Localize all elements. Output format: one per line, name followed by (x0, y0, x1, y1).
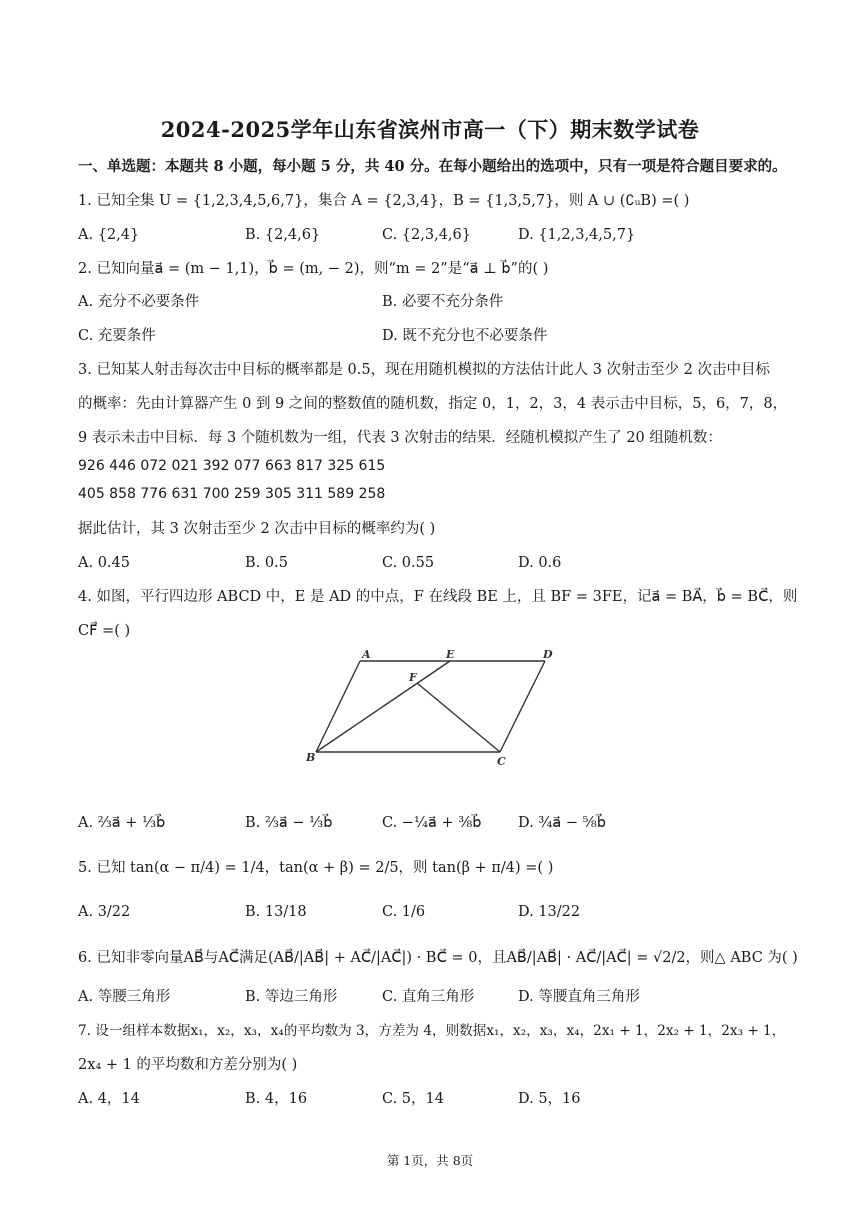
question-1-stem: 1. 已知全集 U = {1,2,3,4,5,6,7}，集合 A = {2,3,4}，B = {1,3,5,7}，则 A ∪ (∁ᵤB) =( ) (78, 193, 690, 209)
question-3-line-1: 3. 已知某人射击每次击中目标的概率都是 0.5，现在用随机模拟的方法估计此人 3 次射击至少 2 次击中目标 (78, 362, 770, 378)
q4-option-d: D. ¾a⃗ − ⅝b⃗ (518, 815, 606, 831)
q4-option-a: A. ⅔a⃗ + ⅓b⃗ (78, 815, 166, 831)
q3-option-a: A. 0.45 (78, 555, 130, 571)
question-3-line-2: 的概率：先由计算器产生 0 到 9 之间的整数值的随机数，指定 0，1，2，3，4 表示击中目标，5，6，7，8， (78, 396, 788, 412)
label-a: A (362, 648, 371, 661)
q6-option-a: A. 等腰三角形 (78, 989, 171, 1005)
q5-option-a: A. 3/22 (78, 904, 131, 920)
q7-option-a: A. 4，14 (78, 1091, 140, 1107)
q1-option-c: C. {2,3,4,6} (382, 227, 471, 243)
q5-option-c: C. 1/6 (382, 904, 426, 920)
label-b: B (306, 751, 316, 764)
q2-option-d: D. 既不充分也不必要条件 (382, 328, 548, 344)
question-3-line-4: 据此估计，其 3 次射击至少 2 次击中目标的概率约为( ) (78, 521, 436, 537)
q4-option-b: B. ⅔a⃗ − ⅓b⃗ (245, 815, 333, 831)
q6-option-b: B. 等边三角形 (245, 989, 338, 1005)
label-c: C (497, 755, 506, 768)
q7-option-b: B. 4，16 (245, 1091, 308, 1107)
q5-option-d: D. 13/22 (518, 904, 581, 920)
q3-option-d: D. 0.6 (518, 555, 562, 571)
question-4-line-1: 4. 如图，平行四边形 ABCD 中，E 是 AD 的中点，F 在线段 BE 上，且 BF = 3FE，记a⃗ = BA⃗，b⃗ = BC⃗，则 (78, 589, 798, 605)
q6-option-d: D. 等腰直角三角形 (518, 989, 640, 1005)
q1-option-a: A. {2,4} (78, 227, 140, 243)
page-footer: 第 1页，共 8页 (386, 1153, 474, 1168)
q3-option-b: B. 0.5 (245, 555, 288, 571)
segment-be (316, 661, 450, 752)
q7-option-d: D. 5，16 (518, 1091, 581, 1107)
q2-option-c: C. 充要条件 (78, 328, 156, 344)
q6-option-c: C. 直角三角形 (382, 989, 475, 1005)
page-title: 2024-2025学年山东省滨州市高一（下）期末数学试卷 (160, 117, 700, 142)
q7-option-c: C. 5，14 (382, 1091, 444, 1107)
edge-dc (500, 661, 545, 752)
q3-option-c: C. 0.55 (382, 555, 435, 571)
random-numbers-row-1: 926 446 072 021 392 077 663 817 325 615 (78, 458, 386, 474)
label-e: E (446, 648, 455, 661)
question-4-line-2: CF⃗ =( ) (78, 623, 131, 639)
random-numbers-row-2: 405 858 776 631 700 259 305 311 589 258 (78, 486, 386, 502)
question-6-stem: 6. 已知非零向量AB⃗与AC⃗满足(AB⃗/|AB⃗| + AC⃗/|AC⃗|) · BC⃗ = 0，且AB⃗/|AB⃗| · AC⃗/|AC⃗| = √2/2，则△ ABC 为( ) (78, 950, 798, 966)
parallelogram-figure (300, 645, 570, 770)
question-2-stem: 2. 已知向量a⃗ = (m − 1,1)，b⃗ = (m, − 2)，则“m = 2”是“a⃗ ⊥ b⃗”的( ) (78, 261, 549, 277)
q4-option-c: C. −¼a⃗ + ⅜b⃗ (382, 815, 482, 831)
edge-ba (316, 661, 360, 752)
section-heading: 一、单选题：本题共 8 小题，每小题 5 分，共 40 分。在每小题给出的选项中，只有一项是符合题目要求的。 (78, 158, 787, 175)
q5-option-b: B. 13/18 (245, 904, 307, 920)
question-7-line-2: 2x₄ + 1 的平均数和方差分别为( ) (78, 1057, 298, 1073)
q1-option-d: D. {1,2,3,4,5,7} (518, 227, 636, 243)
q2-option-a: A. 充分不必要条件 (78, 294, 200, 310)
label-f: F (409, 671, 417, 684)
question-7-line-1: 7. 设一组样本数据x₁，x₂，x₃，x₄的平均数为 3，方差为 4，则数据x₁，x₂，x₃，x₄，2x₁ + 1，2x₂ + 1，2x₃ + 1， (78, 1023, 786, 1039)
q1-option-b: B. {2,4,6} (245, 227, 321, 243)
question-5-stem: 5. 已知 tan(α − π/4) = 1/4，tan(α + β) = 2/5，则 tan(β + π/4) =( ) (78, 860, 554, 876)
q2-option-b: B. 必要不充分条件 (382, 294, 504, 310)
segment-fc (417, 683, 500, 752)
label-d: D (543, 648, 553, 661)
question-3-line-3: 9 表示未击中目标．每 3 个随机数为一组，代表 3 次射击的结果．经随机模拟产生了 20 组随机数： (78, 430, 722, 446)
